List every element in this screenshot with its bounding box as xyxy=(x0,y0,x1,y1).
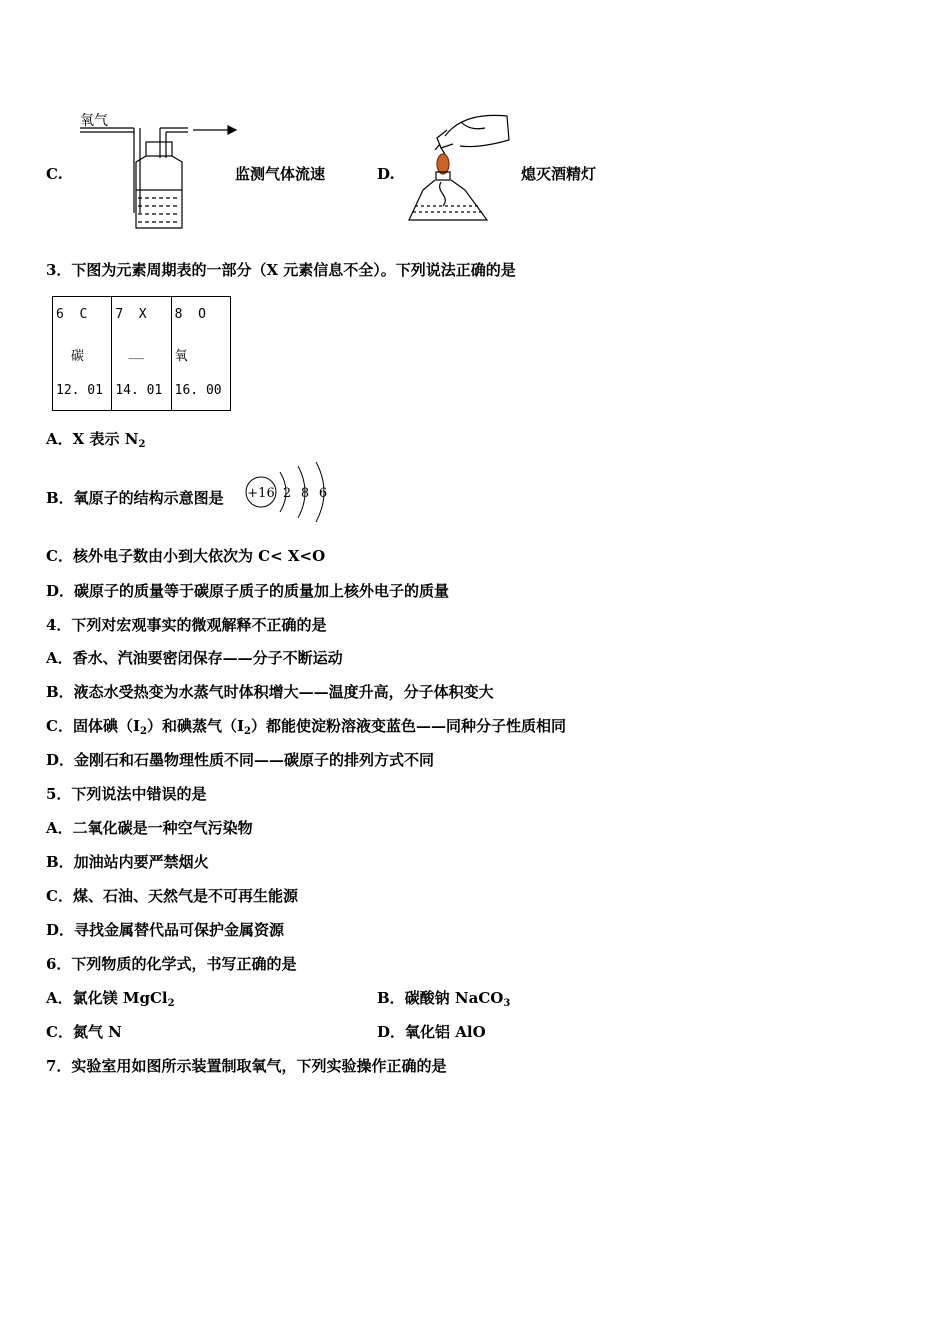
shell-3-electrons: 6 xyxy=(318,486,328,501)
option-d-caption: 熄灭酒精灯 xyxy=(521,165,597,183)
gas-washing-bottle-figure xyxy=(78,118,238,233)
q3-stem: 3．下图为元素周期表的一部分（X 元素信息不全）。下列说法正确的是 xyxy=(46,261,516,279)
q4-option-b: B．液态水受热变为水蒸气时体积增大——温度升高，分子体积变大 xyxy=(46,683,494,701)
element-name: 氧 xyxy=(174,349,188,364)
q5-stem: 5．下列说法中错误的是 xyxy=(46,785,207,803)
q6-option-b: B．碳酸钠 NaCO$_3$ xyxy=(377,989,511,1009)
element-mass: 16. 00 xyxy=(174,383,222,398)
option-c-letter: C. xyxy=(46,165,63,183)
q6-stem: 6．下列物质的化学式，书写正确的是 xyxy=(46,955,297,973)
q4-option-d: D．金刚石和石墨物理性质不同——碳原子的排列方式不同 xyxy=(46,751,435,769)
alcohol-lamp-figure xyxy=(405,108,515,230)
q3-option-c: C．核外电子数由小到大依次为 C< X<O xyxy=(46,547,326,565)
q5-option-c: C．煤、石油、天然气是不可再生能源 xyxy=(46,887,298,905)
element-number-symbol: 7 X xyxy=(115,307,147,322)
element-name: 碳 xyxy=(71,349,85,364)
q5-option-a: A．二氧化碳是一种空气污染物 xyxy=(46,819,253,837)
shell-1-electrons: 2 xyxy=(282,486,292,501)
shell-2-electrons: 8 xyxy=(300,486,310,501)
nucleus-charge: +16 xyxy=(247,486,275,501)
option-d-letter: D. xyxy=(377,165,395,183)
element-number-symbol: 6 C xyxy=(56,307,88,322)
q4-stem: 4．下列对宏观事实的微观解释不正确的是 xyxy=(46,616,327,634)
oxygen-label: 氧气 xyxy=(80,113,108,129)
q5-option-b: B．加油站内要严禁烟火 xyxy=(46,853,209,871)
option-c-caption: 监测气体流速 xyxy=(235,165,326,183)
element-cell-carbon xyxy=(53,297,111,410)
q5-option-d: D．寻找金属替代品可保护金属资源 xyxy=(46,921,285,939)
q6-option-d: D．氧化铝 AlO xyxy=(377,1023,486,1041)
q6-option-a: A．氯化镁 MgCl$_2$ xyxy=(46,989,175,1009)
element-name-blank: __ xyxy=(128,345,144,360)
element-cell-oxygen xyxy=(171,297,230,410)
q7-stem: 7．实验室用如图所示装置制取氧气，下列实验操作正确的是 xyxy=(46,1057,447,1075)
q3-option-a: A．X 表示 $N_2$ xyxy=(46,430,146,450)
element-cell-x xyxy=(111,297,170,410)
q6-option-c: C．氮气 N xyxy=(46,1023,122,1041)
q4-option-c: C．固体碘$(I_2)$和碘蒸气$(I_2)$都能使淀粉溶液变蓝色——同种分子性质相同 xyxy=(46,717,566,737)
q4-option-a: A．香水、汽油要密闭保存——分子不断运动 xyxy=(46,649,343,667)
q3-option-d: D．碳原子的质量等于碳原子质子的质量加上核外电子的质量 xyxy=(46,582,450,600)
element-mass: 12. 01 xyxy=(56,383,103,398)
element-mass: 14. 01 xyxy=(115,383,163,398)
periodic-table-fragment xyxy=(52,296,231,411)
element-number-symbol: 8 O xyxy=(174,307,206,322)
q3-option-b: B．氧原子的结构示意图是 xyxy=(46,489,224,507)
atom-structure-diagram xyxy=(244,460,334,522)
